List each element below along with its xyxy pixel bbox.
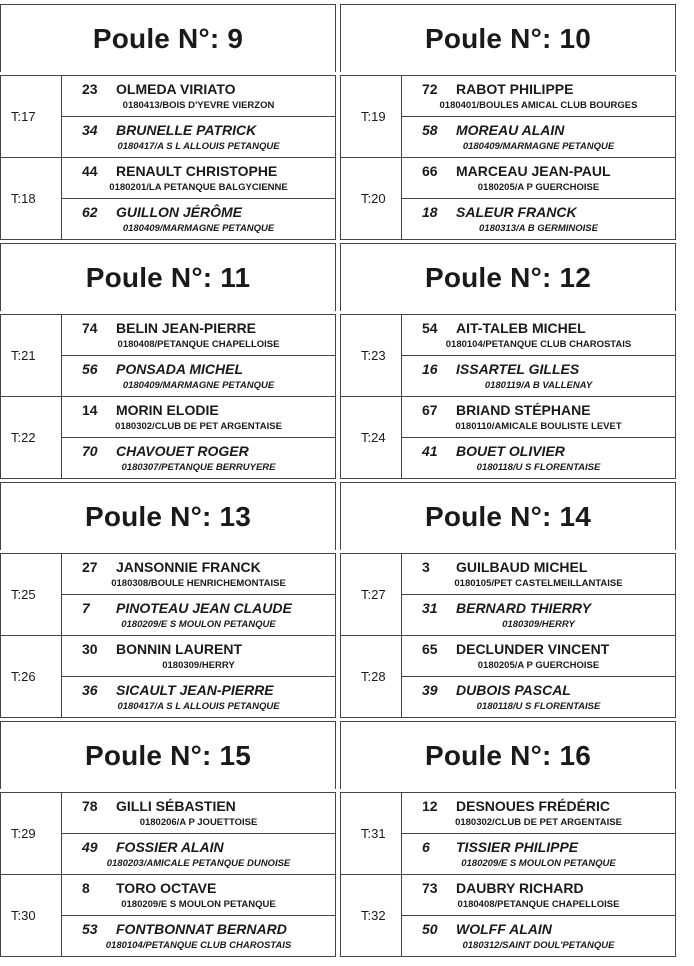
team-name: JANSONNIE FRANCK xyxy=(116,559,261,575)
team-row xyxy=(62,834,335,875)
match xyxy=(340,635,676,718)
team-club: 0180312/SAINT DOUL'PETANQUE xyxy=(462,940,615,951)
team-name: GILLI SÉBASTIEN xyxy=(116,798,236,814)
team-club: 0180205/A P GUERCHOISE xyxy=(477,660,600,671)
team-club: 0180313/A B GERMINOISE xyxy=(479,223,598,234)
terrain-label: T:21 xyxy=(1,315,62,396)
team-club: 0180417/A S L ALLOUIS PETANQUE xyxy=(117,141,280,152)
poule-header xyxy=(340,4,676,72)
team-number: 31 xyxy=(422,600,438,616)
poule-title: Poule N°: 15 xyxy=(84,739,252,771)
team-row xyxy=(402,916,675,957)
team-name: BRUNELLE PATRICK xyxy=(116,122,257,138)
team-number: 36 xyxy=(82,682,98,698)
team-row xyxy=(402,875,675,916)
team-row xyxy=(402,397,675,438)
team-name: RENAULT CHRISTOPHE xyxy=(116,163,278,179)
poule-title: Poule N°: 9 xyxy=(92,22,244,54)
team-club: 0180209/E S MOULON PETANQUE xyxy=(121,619,276,630)
match xyxy=(340,396,676,479)
poule-header xyxy=(340,721,676,789)
team-name: DAUBRY RICHARD xyxy=(456,880,584,896)
team-row xyxy=(62,916,335,957)
team-number: 18 xyxy=(422,204,438,220)
team-row xyxy=(402,158,675,199)
team-name: DECLUNDER VINCENT xyxy=(456,641,610,657)
team-number: 6 xyxy=(422,839,430,855)
terrain-label: T:17 xyxy=(1,76,62,157)
team-number: 39 xyxy=(422,682,438,698)
team-row xyxy=(62,677,335,718)
poule-title: Poule N°: 12 xyxy=(424,261,592,293)
team-club: 0180118/U S FLORENTAISE xyxy=(476,701,601,712)
team-name: DESNOUES FRÉDÉRIC xyxy=(456,798,611,814)
team-row xyxy=(62,554,335,595)
team-row xyxy=(402,595,675,636)
terrain-label: T:18 xyxy=(1,158,62,239)
team-row xyxy=(62,76,335,117)
match xyxy=(340,157,676,240)
team-row xyxy=(62,875,335,916)
terrain-label: T:31 xyxy=(341,793,402,874)
team-name: DUBOIS PASCAL xyxy=(456,682,571,698)
team-name: TORO OCTAVE xyxy=(116,880,217,896)
team-row xyxy=(62,315,335,356)
team-row xyxy=(402,356,675,397)
team-number: 74 xyxy=(82,320,98,336)
team-club: 0180206/A P JOUETTOISE xyxy=(139,817,258,828)
team-row xyxy=(402,315,675,356)
team-club: 0180209/E S MOULON PETANQUE xyxy=(461,858,616,869)
team-number: 27 xyxy=(82,559,98,575)
team-number: 58 xyxy=(422,122,438,138)
team-number: 67 xyxy=(422,402,438,418)
team-number: 44 xyxy=(82,163,98,179)
poule-title: Poule N°: 10 xyxy=(424,22,592,54)
terrain-label: T:19 xyxy=(341,76,402,157)
match xyxy=(0,874,336,957)
team-name: MORIN ELODIE xyxy=(116,402,219,418)
poule-header xyxy=(0,243,336,311)
terrain-label: T:20 xyxy=(341,158,402,239)
team-row xyxy=(402,677,675,718)
team-number: 49 xyxy=(82,839,98,855)
poule-10 xyxy=(340,4,676,239)
poule-header xyxy=(0,721,336,789)
team-number: 70 xyxy=(82,443,98,459)
team-club: 0180110/AMICALE BOULISTE LEVET xyxy=(455,421,622,432)
team-club: 0180201/LA PETANQUE BALGYCIENNE xyxy=(109,182,288,193)
match xyxy=(0,75,336,158)
team-number: 66 xyxy=(422,163,438,179)
team-row xyxy=(402,834,675,875)
team-number: 16 xyxy=(422,361,438,377)
team-name: BOUET OLIVIER xyxy=(456,443,565,459)
team-name: GUILBAUD MICHEL xyxy=(456,559,588,575)
team-name: SICAULT JEAN-PIERRE xyxy=(116,682,274,698)
match xyxy=(340,314,676,397)
team-club: 0180408/PETANQUE CHAPELLOISE xyxy=(457,899,620,910)
team-name: RABOT PHILIPPE xyxy=(456,81,574,97)
poule-13 xyxy=(0,482,336,717)
team-number: 34 xyxy=(82,122,98,138)
team-name: CHAVOUET ROGER xyxy=(116,443,249,459)
poule-11 xyxy=(0,243,336,478)
team-club: 0180104/PETANQUE CLUB CHAROSTAIS xyxy=(445,339,632,350)
poule-15 xyxy=(0,721,336,956)
poule-9 xyxy=(0,4,336,239)
team-club: 0180104/PETANQUE CLUB CHAROSTAIS xyxy=(105,940,292,951)
team-name: SALEUR FRANCK xyxy=(456,204,577,220)
team-number: 14 xyxy=(82,402,98,418)
match xyxy=(0,396,336,479)
team-club: 0180309/HERRY xyxy=(502,619,575,630)
team-number: 8 xyxy=(82,880,90,896)
team-number: 53 xyxy=(82,921,98,937)
team-name: AIT-TALEB MICHEL xyxy=(456,320,586,336)
team-club: 0180308/BOULE HENRICHEMONTAISE xyxy=(111,578,286,589)
match xyxy=(340,874,676,957)
team-name: FONTBONNAT BERNARD xyxy=(116,921,287,937)
team-name: WOLFF ALAIN xyxy=(456,921,552,937)
team-name: BELIN JEAN-PIERRE xyxy=(116,320,257,336)
team-number: 62 xyxy=(82,204,98,220)
terrain-label: T:23 xyxy=(341,315,402,396)
poule-header xyxy=(340,243,676,311)
team-number: 54 xyxy=(422,320,438,336)
terrain-label: T:28 xyxy=(341,636,402,717)
match xyxy=(0,792,336,875)
terrain-label: T:26 xyxy=(1,636,62,717)
team-name: BONNIN LAURENT xyxy=(116,641,242,657)
team-row xyxy=(62,397,335,438)
terrain-label: T:29 xyxy=(1,793,62,874)
poule-12 xyxy=(340,243,676,478)
team-number: 7 xyxy=(82,600,90,616)
poule-title: Poule N°: 14 xyxy=(424,500,592,532)
team-club: 0180205/A P GUERCHOISE xyxy=(477,182,600,193)
match xyxy=(0,157,336,240)
team-name: MARCEAU JEAN-PAUL xyxy=(456,163,611,179)
team-row xyxy=(62,793,335,834)
team-club: 0180409/MARMAGNE PETANQUE xyxy=(122,223,275,234)
match xyxy=(340,792,676,875)
team-row xyxy=(402,636,675,677)
team-row xyxy=(62,356,335,397)
poule-title: Poule N°: 16 xyxy=(424,739,592,771)
terrain-label: T:30 xyxy=(1,875,62,956)
team-club: 0180307/PETANQUE BERRUYERE xyxy=(121,462,276,473)
team-club: 0180105/PET CASTELMEILLANTAISE xyxy=(454,578,623,589)
team-number: 65 xyxy=(422,641,438,657)
team-club: 0180408/PETANQUE CHAPELLOISE xyxy=(117,339,280,350)
poule-header xyxy=(0,482,336,550)
team-number: 3 xyxy=(422,559,430,575)
team-row xyxy=(402,793,675,834)
team-club: 0180401/BOULES AMICAL CLUB BOURGES xyxy=(439,100,638,111)
team-row xyxy=(62,636,335,677)
team-club: 0180209/E S MOULON PETANQUE xyxy=(121,899,276,910)
team-name: GUILLON JÉRÔME xyxy=(116,204,243,220)
match xyxy=(0,314,336,397)
team-row xyxy=(62,199,335,240)
team-name: BRIAND STÉPHANE xyxy=(456,402,591,418)
poule-title: Poule N°: 11 xyxy=(85,261,251,293)
team-name: BERNARD THIERRY xyxy=(456,600,592,616)
team-number: 78 xyxy=(82,798,98,814)
team-number: 12 xyxy=(422,798,438,814)
team-row xyxy=(62,438,335,479)
team-number: 23 xyxy=(82,81,98,97)
team-name: OLMEDA VIRIATO xyxy=(116,81,236,97)
terrain-label: T:27 xyxy=(341,554,402,635)
team-row xyxy=(402,554,675,595)
poule-title: Poule N°: 13 xyxy=(84,500,252,532)
match xyxy=(340,75,676,158)
team-name: PINOTEAU JEAN CLAUDE xyxy=(116,600,292,616)
team-name: ISSARTEL GILLES xyxy=(456,361,580,377)
team-club: 0180417/A S L ALLOUIS PETANQUE xyxy=(117,701,280,712)
team-club: 0180309/HERRY xyxy=(162,660,235,671)
terrain-label: T:25 xyxy=(1,554,62,635)
team-number: 50 xyxy=(422,921,438,937)
team-row xyxy=(62,595,335,636)
team-row xyxy=(402,199,675,240)
poule-16 xyxy=(340,721,676,956)
team-name: PONSADA MICHEL xyxy=(116,361,244,377)
team-row xyxy=(62,158,335,199)
poule-header xyxy=(0,4,336,72)
team-row xyxy=(402,76,675,117)
team-number: 41 xyxy=(422,443,438,459)
team-name: TISSIER PHILIPPE xyxy=(456,839,579,855)
match xyxy=(0,553,336,636)
team-number: 30 xyxy=(82,641,98,657)
match xyxy=(340,553,676,636)
team-row xyxy=(402,117,675,158)
terrain-label: T:22 xyxy=(1,397,62,478)
match xyxy=(0,635,336,718)
team-row xyxy=(62,117,335,158)
poule-14 xyxy=(340,482,676,717)
team-club: 0180409/MARMAGNE PETANQUE xyxy=(462,141,615,152)
team-club: 0180119/A B VALLENAY xyxy=(484,380,593,391)
team-name: MOREAU ALAIN xyxy=(456,122,565,138)
team-club: 0180302/CLUB DE PET ARGENTAISE xyxy=(455,817,622,828)
team-club: 0180118/U S FLORENTAISE xyxy=(476,462,601,473)
team-club: 0180203/AMICALE PETANQUE DUNOISE xyxy=(106,858,291,869)
team-number: 56 xyxy=(82,361,98,377)
terrain-label: T:24 xyxy=(341,397,402,478)
team-number: 73 xyxy=(422,880,438,896)
team-club: 0180413/BOIS D'YEVRE VIERZON xyxy=(122,100,275,111)
team-row xyxy=(402,438,675,479)
poule-header xyxy=(340,482,676,550)
team-club: 0180409/MARMAGNE PETANQUE xyxy=(122,380,275,391)
team-club: 0180302/CLUB DE PET ARGENTAISE xyxy=(115,421,282,432)
terrain-label: T:32 xyxy=(341,875,402,956)
team-name: FOSSIER ALAIN xyxy=(116,839,224,855)
team-number: 72 xyxy=(422,81,438,97)
